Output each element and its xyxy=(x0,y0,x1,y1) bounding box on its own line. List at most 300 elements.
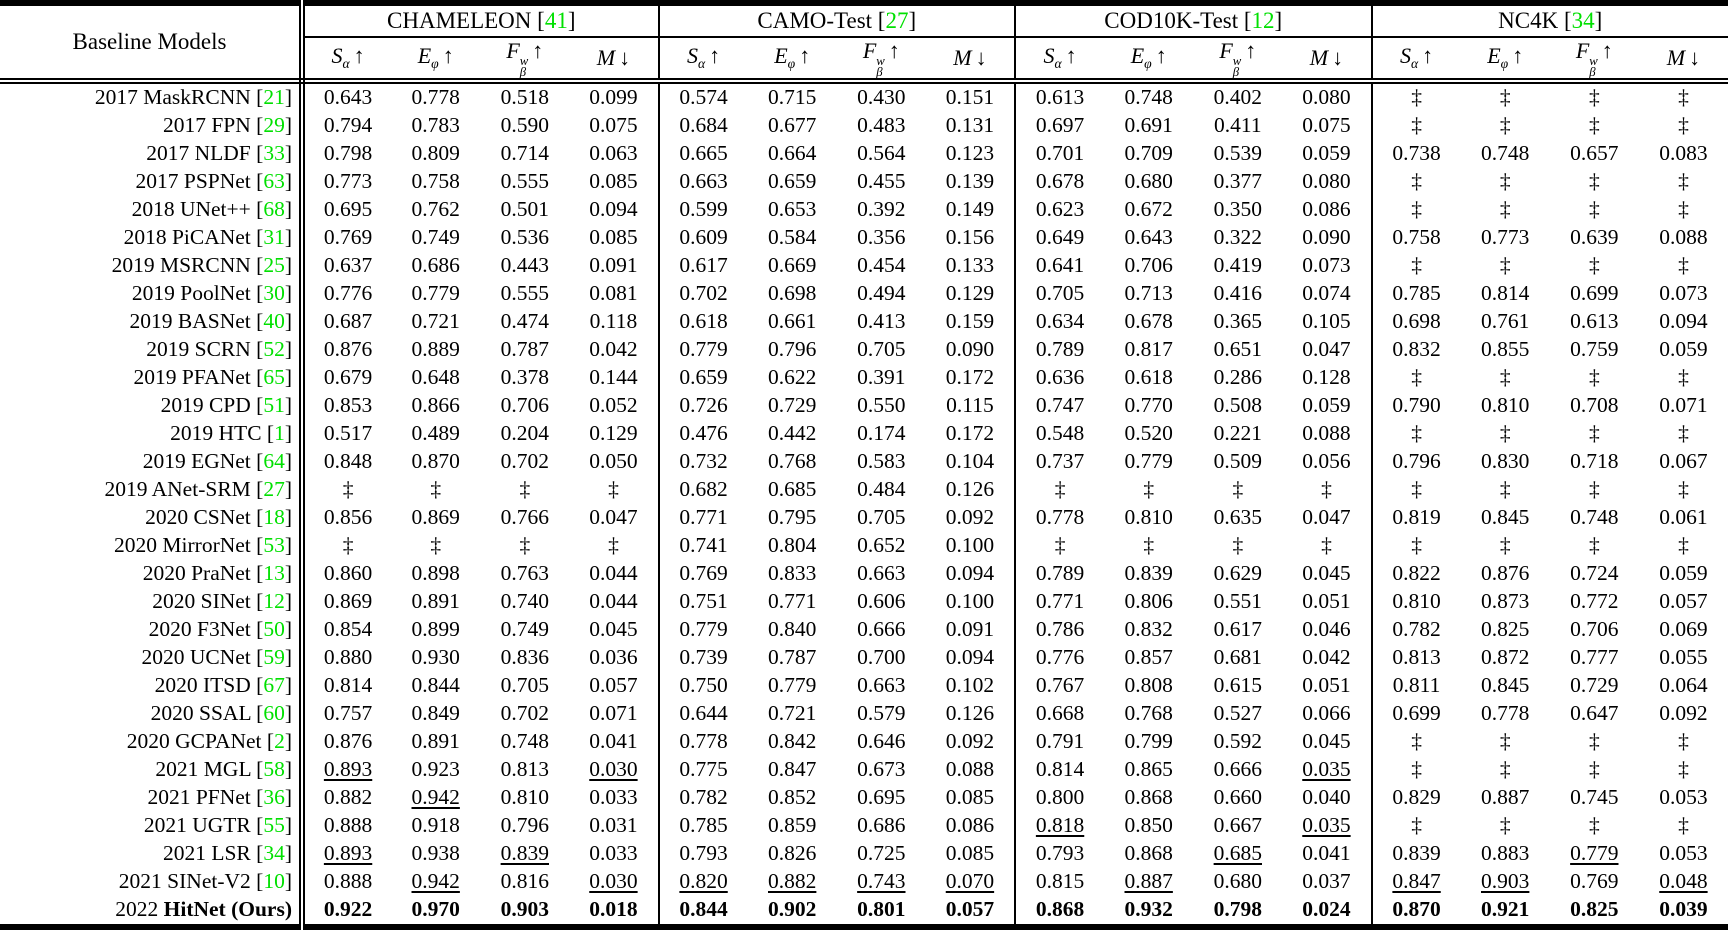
value-cell xyxy=(837,812,926,840)
metric-value: 0.840 xyxy=(768,617,816,641)
value-cell xyxy=(391,448,480,476)
value-cell xyxy=(837,112,926,140)
missing-value-cell xyxy=(1461,420,1550,448)
bracket: ] xyxy=(285,869,292,893)
value-cell xyxy=(1550,616,1639,644)
bracket: ] xyxy=(285,701,292,725)
model-name: 2021 SINet-V2 xyxy=(119,869,251,893)
metric-value: 0.105 xyxy=(1302,309,1350,333)
metric-value: 0.738 xyxy=(1392,141,1440,165)
arrow-up-icon: ↑ xyxy=(1508,43,1523,68)
value-cell xyxy=(1282,868,1371,896)
metric-header-e-chameleon xyxy=(391,37,480,81)
citation-ref[interactable]: 58 xyxy=(263,757,285,781)
metric-value: 0.778 xyxy=(1036,505,1084,529)
metric-value: 0.059 xyxy=(1659,337,1707,361)
metric-value: 0.832 xyxy=(1392,337,1440,361)
metric-value: 0.883 xyxy=(1481,841,1529,865)
metric-value: ‡ xyxy=(1589,169,1600,193)
citation-ref[interactable]: 30 xyxy=(263,281,285,305)
metric-value: 0.035 xyxy=(1302,813,1350,837)
metric-value: ‡ xyxy=(1678,421,1689,445)
metric-value: 0.350 xyxy=(1214,197,1262,221)
value-cell xyxy=(302,868,391,896)
metric-value: 0.779 xyxy=(1570,841,1618,865)
value-cell xyxy=(1015,448,1104,476)
value-cell xyxy=(480,784,569,812)
missing-value-cell xyxy=(391,532,480,560)
model-label xyxy=(0,140,302,168)
value-cell xyxy=(569,616,658,644)
citation-ref[interactable]: 63 xyxy=(263,169,285,193)
missing-value-cell xyxy=(1639,476,1728,504)
value-cell xyxy=(1015,700,1104,728)
citation-ref[interactable]: 10 xyxy=(263,869,285,893)
bracket: [ xyxy=(251,337,264,361)
bracket: ] xyxy=(1275,8,1283,33)
metric-value: 0.825 xyxy=(1570,897,1618,921)
model-name: 2020 CSNet xyxy=(145,505,251,529)
metric-value: 0.574 xyxy=(679,85,727,109)
value-cell xyxy=(1193,252,1282,280)
metric-value: ‡ xyxy=(430,477,441,501)
citation-ref[interactable]: 68 xyxy=(263,197,285,221)
value-cell xyxy=(748,756,837,784)
value-cell xyxy=(659,784,748,812)
value-cell xyxy=(302,840,391,868)
value-cell xyxy=(569,308,658,336)
missing-value-cell xyxy=(1550,364,1639,392)
value-cell xyxy=(1015,420,1104,448)
metric-value: 0.814 xyxy=(1481,281,1529,305)
citation-ref[interactable]: 27 xyxy=(263,477,285,501)
metric-value: 0.778 xyxy=(412,85,460,109)
value-cell xyxy=(1550,840,1639,868)
value-cell xyxy=(1550,560,1639,588)
dataset-header-camo-test xyxy=(659,3,1016,37)
metric-value: 0.923 xyxy=(412,757,460,781)
metric-value: 0.794 xyxy=(324,113,372,137)
value-cell xyxy=(480,168,569,196)
metric-value: 0.045 xyxy=(589,617,637,641)
model-label xyxy=(0,196,302,224)
value-cell xyxy=(1193,644,1282,672)
metric-value: 0.066 xyxy=(1302,701,1350,725)
metric-value: 0.040 xyxy=(1302,785,1350,809)
metric-value: 0.599 xyxy=(679,197,727,221)
metric-value: 0.052 xyxy=(589,393,637,417)
metric-value: ‡ xyxy=(519,477,530,501)
metric-value: 0.047 xyxy=(1302,505,1350,529)
table-row xyxy=(0,81,1728,112)
metric-value: 0.679 xyxy=(324,365,372,389)
metric-value: ‡ xyxy=(1678,85,1689,109)
citation-ref[interactable]: 18 xyxy=(263,505,285,529)
value-cell xyxy=(748,728,837,756)
value-cell xyxy=(1461,504,1550,532)
value-cell xyxy=(1461,672,1550,700)
dataset-name: NC4K [ xyxy=(1498,8,1571,33)
bracket: ] xyxy=(285,85,292,109)
metric-value: 0.796 xyxy=(501,813,549,837)
citation-ref[interactable]: 59 xyxy=(263,645,285,669)
value-cell xyxy=(1104,756,1193,784)
metric-value: 0.159 xyxy=(946,309,994,333)
metric-value: 0.698 xyxy=(768,281,816,305)
missing-value-cell xyxy=(1372,196,1461,224)
citation-ref[interactable]: 34 xyxy=(263,841,285,865)
table-row xyxy=(0,756,1728,784)
metric-value: 0.536 xyxy=(501,225,549,249)
metric-value: 0.088 xyxy=(1659,225,1707,249)
value-cell xyxy=(302,616,391,644)
metric-value: ‡ xyxy=(1411,533,1422,557)
missing-value-cell xyxy=(1193,476,1282,504)
metric-value: 0.635 xyxy=(1214,505,1262,529)
value-cell xyxy=(748,308,837,336)
metric-value: 0.857 xyxy=(1125,645,1173,669)
metric-value: ‡ xyxy=(608,477,619,501)
value-cell xyxy=(569,112,658,140)
metric-value: 0.786 xyxy=(1036,617,1084,641)
value-cell xyxy=(1550,644,1639,672)
metric-header-s-camo-test xyxy=(659,37,748,81)
value-cell xyxy=(391,504,480,532)
citation-ref[interactable]: 12 xyxy=(263,589,285,613)
metric-value: 0.856 xyxy=(324,505,372,529)
table-row xyxy=(0,224,1728,252)
missing-value-cell xyxy=(1639,728,1728,756)
value-cell xyxy=(926,112,1015,140)
value-cell xyxy=(1015,504,1104,532)
value-cell xyxy=(569,812,658,840)
bracket: ] xyxy=(285,729,292,753)
metric-value: 0.721 xyxy=(768,701,816,725)
metric-value: 0.637 xyxy=(324,253,372,277)
metric-header-m-nc4k xyxy=(1639,37,1728,81)
missing-value-cell xyxy=(1372,112,1461,140)
value-cell xyxy=(1015,728,1104,756)
metric-value: ‡ xyxy=(1500,421,1511,445)
missing-value-cell xyxy=(1639,252,1728,280)
metric-value: 0.636 xyxy=(1036,365,1084,389)
arrow-up-icon: ↑ xyxy=(1241,38,1256,63)
value-cell xyxy=(480,112,569,140)
metric-value: 0.356 xyxy=(857,225,905,249)
value-cell xyxy=(1639,840,1728,868)
citation-ref[interactable]: 51 xyxy=(263,393,285,417)
metric-value: 0.903 xyxy=(501,897,549,921)
citation-ref[interactable]: 29 xyxy=(263,113,285,137)
citation-ref[interactable]: 34 xyxy=(1572,8,1595,33)
metric-value: 0.644 xyxy=(679,701,727,725)
citation-ref[interactable]: 64 xyxy=(263,449,285,473)
metric-letter: F xyxy=(1219,38,1232,63)
citation-ref[interactable]: 65 xyxy=(263,365,285,389)
metric-value: 0.617 xyxy=(1214,617,1262,641)
value-cell xyxy=(569,252,658,280)
table-row xyxy=(0,588,1728,616)
metric-value: 0.613 xyxy=(1036,85,1084,109)
metric-value: 0.725 xyxy=(857,841,905,865)
value-cell xyxy=(1461,224,1550,252)
citation-ref[interactable]: 55 xyxy=(263,813,285,837)
metric-value: 0.876 xyxy=(324,337,372,361)
metric-value: 0.706 xyxy=(501,393,549,417)
value-cell xyxy=(302,588,391,616)
value-cell xyxy=(1104,392,1193,420)
bracket: ] xyxy=(285,281,292,305)
bracket: [ xyxy=(251,477,264,501)
metric-value: 0.870 xyxy=(412,449,460,473)
metric-value: 0.322 xyxy=(1214,225,1262,249)
metric-value: 0.663 xyxy=(857,673,905,697)
value-cell xyxy=(480,616,569,644)
model-label xyxy=(0,644,302,672)
bracket: [ xyxy=(262,421,275,445)
arrow-up-icon: ↑ xyxy=(439,43,454,68)
citation-ref[interactable]: 36 xyxy=(263,785,285,809)
bracket: [ xyxy=(251,365,264,389)
metric-value: 0.791 xyxy=(1036,729,1084,753)
metric-value: 0.747 xyxy=(1036,393,1084,417)
arrow-up-icon: ↑ xyxy=(1598,38,1613,63)
metric-value: 0.814 xyxy=(324,673,372,697)
value-cell xyxy=(391,812,480,840)
metric-value: 0.691 xyxy=(1125,113,1173,137)
metric-value: 0.151 xyxy=(946,85,994,109)
value-cell xyxy=(748,532,837,560)
metric-value: 0.666 xyxy=(1214,757,1262,781)
value-cell xyxy=(1372,784,1461,812)
model-name: 2020 UCNet xyxy=(141,645,250,669)
value-cell xyxy=(1639,616,1728,644)
metric-value: 0.903 xyxy=(1481,869,1529,893)
value-cell xyxy=(1015,896,1104,927)
value-cell xyxy=(1372,672,1461,700)
metric-value: 0.811 xyxy=(1393,673,1441,697)
value-cell xyxy=(926,448,1015,476)
metric-value: 0.942 xyxy=(412,785,460,809)
metric-value: 0.829 xyxy=(1392,785,1440,809)
citation-ref[interactable]: 50 xyxy=(263,617,285,641)
citation-ref[interactable]: 52 xyxy=(263,337,285,361)
value-cell xyxy=(480,728,569,756)
citation-ref[interactable]: 25 xyxy=(263,253,285,277)
value-cell xyxy=(302,252,391,280)
metric-value: 0.063 xyxy=(589,141,637,165)
metric-value: 0.091 xyxy=(946,617,994,641)
value-cell xyxy=(1372,140,1461,168)
value-cell xyxy=(926,700,1015,728)
metric-value: 0.705 xyxy=(1036,281,1084,305)
metric-value: 0.064 xyxy=(1659,673,1707,697)
citation-ref[interactable]: 21 xyxy=(263,85,285,109)
table-row xyxy=(0,196,1728,224)
dataset-name: CAMO-Test [ xyxy=(757,8,885,33)
citation-ref[interactable]: 13 xyxy=(263,561,285,585)
metric-letter: M xyxy=(1667,45,1685,70)
value-cell xyxy=(391,252,480,280)
value-cell xyxy=(480,224,569,252)
value-cell xyxy=(1104,728,1193,756)
metric-value: 0.172 xyxy=(946,421,994,445)
metric-value: ‡ xyxy=(1678,197,1689,221)
value-cell xyxy=(659,700,748,728)
value-cell xyxy=(391,364,480,392)
value-cell xyxy=(659,672,748,700)
citation-ref[interactable]: 2 xyxy=(274,729,285,753)
value-cell xyxy=(302,392,391,420)
metric-value: 0.880 xyxy=(324,645,372,669)
metric-value: 0.922 xyxy=(324,897,372,921)
value-cell xyxy=(1639,896,1728,927)
value-cell xyxy=(1282,504,1371,532)
metric-value: 0.044 xyxy=(589,561,637,585)
value-cell xyxy=(659,896,748,927)
bracket: [ xyxy=(251,813,264,837)
citation-ref[interactable]: 27 xyxy=(885,8,908,33)
metric-value: 0.748 xyxy=(501,729,549,753)
metric-value: ‡ xyxy=(1500,113,1511,137)
metric-value: 0.705 xyxy=(501,673,549,697)
value-cell xyxy=(480,196,569,224)
value-cell xyxy=(1193,392,1282,420)
value-cell xyxy=(480,644,569,672)
value-cell xyxy=(302,700,391,728)
value-cell xyxy=(1015,644,1104,672)
metric-value: 0.045 xyxy=(1302,561,1350,585)
value-cell xyxy=(569,700,658,728)
metric-value: 0.795 xyxy=(768,505,816,529)
metric-value: 0.074 xyxy=(1302,281,1350,305)
value-cell xyxy=(1104,672,1193,700)
metric-value: 0.085 xyxy=(946,841,994,865)
metric-value: 0.701 xyxy=(1036,141,1084,165)
value-cell xyxy=(837,532,926,560)
metric-value: 0.718 xyxy=(1570,449,1618,473)
metric-value: 0.748 xyxy=(1481,141,1529,165)
value-cell xyxy=(1282,896,1371,927)
value-cell xyxy=(1282,336,1371,364)
metric-value: 0.769 xyxy=(1570,869,1618,893)
value-cell xyxy=(569,728,658,756)
citation-ref[interactable]: 53 xyxy=(263,533,285,557)
metric-value: 0.817 xyxy=(1125,337,1173,361)
value-cell xyxy=(748,420,837,448)
value-cell xyxy=(748,700,837,728)
model-name: 2019 SCRN xyxy=(146,337,251,361)
value-cell xyxy=(1550,784,1639,812)
metric-value: 0.902 xyxy=(768,897,816,921)
metric-value: ‡ xyxy=(1321,533,1332,557)
metric-value: 0.092 xyxy=(946,729,994,753)
model-label xyxy=(0,476,302,504)
metric-value: 0.715 xyxy=(768,85,816,109)
model-name: 2019 CPD xyxy=(161,393,251,417)
citation-ref[interactable]: 41 xyxy=(545,8,568,33)
dataset-header-cod10k-test xyxy=(1015,3,1372,37)
arrow-down-icon: ↓ xyxy=(615,45,630,70)
metric-value: 0.579 xyxy=(857,701,905,725)
metric-value: 0.855 xyxy=(1481,337,1529,361)
value-cell xyxy=(659,196,748,224)
citation-ref[interactable]: 60 xyxy=(263,701,285,725)
value-cell xyxy=(1104,196,1193,224)
metric-value: 0.044 xyxy=(589,589,637,613)
value-cell xyxy=(391,588,480,616)
citation-ref[interactable]: 67 xyxy=(263,673,285,697)
citation-ref[interactable]: 12 xyxy=(1252,8,1275,33)
value-cell xyxy=(569,196,658,224)
bracket: [ xyxy=(251,169,264,193)
value-cell xyxy=(1104,308,1193,336)
metric-value: 0.286 xyxy=(1214,365,1262,389)
metric-value: 0.643 xyxy=(324,85,372,109)
metric-value: 0.377 xyxy=(1214,169,1262,193)
model-name: 2020 PraNet xyxy=(143,561,251,585)
metric-value: 0.809 xyxy=(412,141,460,165)
value-cell xyxy=(1461,280,1550,308)
value-cell xyxy=(748,140,837,168)
bracket: ] xyxy=(285,813,292,837)
metric-value: 0.652 xyxy=(857,533,905,557)
metric-value: 0.172 xyxy=(946,365,994,389)
value-cell xyxy=(1282,448,1371,476)
value-cell xyxy=(1282,252,1371,280)
value-cell xyxy=(1015,616,1104,644)
metric-value: 0.822 xyxy=(1392,561,1440,585)
metric-value: 0.850 xyxy=(1125,813,1173,837)
metric-value: 0.548 xyxy=(1036,421,1084,445)
missing-value-cell xyxy=(1550,168,1639,196)
table-row xyxy=(0,308,1728,336)
citation-ref[interactable]: 31 xyxy=(263,225,285,249)
value-cell xyxy=(569,756,658,784)
value-cell xyxy=(302,308,391,336)
value-cell xyxy=(480,336,569,364)
metric-letter: F xyxy=(1576,38,1589,63)
value-cell xyxy=(1461,700,1550,728)
metric-value: 0.071 xyxy=(1659,393,1707,417)
citation-ref[interactable]: 1 xyxy=(274,421,285,445)
value-cell xyxy=(748,112,837,140)
value-cell xyxy=(480,700,569,728)
value-cell xyxy=(926,364,1015,392)
metric-value: ‡ xyxy=(1500,729,1511,753)
citation-ref[interactable]: 40 xyxy=(263,309,285,333)
metric-value: 0.801 xyxy=(857,897,905,921)
value-cell xyxy=(659,504,748,532)
value-cell xyxy=(659,868,748,896)
missing-value-cell xyxy=(1639,81,1728,112)
value-cell xyxy=(1104,224,1193,252)
value-cell xyxy=(1461,896,1550,927)
value-cell xyxy=(569,81,658,112)
metric-value: 0.804 xyxy=(768,533,816,557)
value-cell xyxy=(302,756,391,784)
metric-value: 0.768 xyxy=(1125,701,1173,725)
metric-value: 0.868 xyxy=(1125,785,1173,809)
bracket: [ xyxy=(251,449,264,473)
citation-ref[interactable]: 33 xyxy=(263,141,285,165)
value-cell xyxy=(302,336,391,364)
value-cell xyxy=(391,308,480,336)
value-cell xyxy=(1015,588,1104,616)
value-cell xyxy=(302,672,391,700)
metric-value: 0.819 xyxy=(1392,505,1440,529)
metric-value: 0.099 xyxy=(589,85,637,109)
